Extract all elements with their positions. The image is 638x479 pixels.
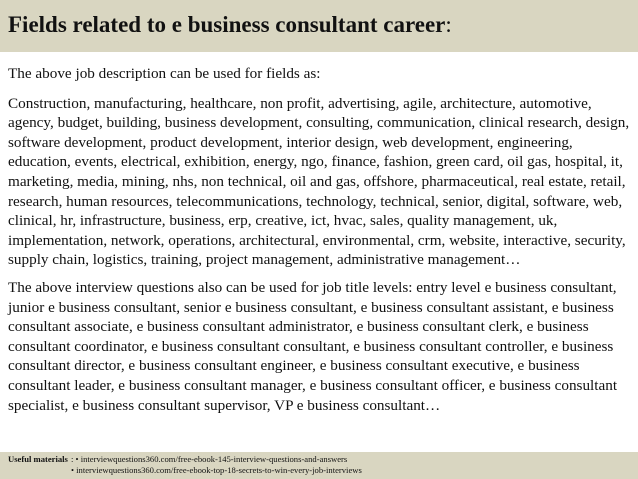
- footer-row-2: [8, 465, 638, 476]
- levels-paragraph: The above interview questions also can be used for job title levels: entry level e business consultant, junior e business consultant, senior e business consultant, e business consultant assistant, e business consultant associate, e business consultant administrator, e business consultant clerk, e business consultant coordinator, e business consultant consultant, e business consultant controller, e business consultant director, e business consultant engineer, e business consultant executive, e business consultant leader, e business consultant manager, e business consultant officer, e business consultant specialist, e business consultant supervisor, VP e business consultant…: [8, 278, 618, 414]
- footer-label: Useful materials: [8, 454, 68, 464]
- fields-paragraph: Construction, manufacturing, healthcare, non profit, advertising, agile, architecture, automotive, agency, budget, building, business development, consulting, communication, clinical research, design, software development, product development, interior design, web development, engineering, education, events, electrical, exhibition, energy, ngo, finance, fashion, green card, oil gas, hospital, it, marketing, media, mining, nhs, non technical, oil and gas, offshore, pharmaceutical, real estate, retail, research, human resources, telecommunications, technology, technical, senior, digital, software, web, clinical, hr, infrastructure, business, erp, creative, ict, hvac, sales, quality management, uk, implementation, network, operations, architectural, environmental, crm, website, interactive, security, supply chain, logistics, training, project management, administrative management…: [8, 94, 630, 269]
- footer-bar: [0, 452, 638, 479]
- main-content: [8, 64, 633, 423]
- footer-link-2[interactable]: • interviewquestions360.com/free-ebook-top-18-secrets-to-win-every-job-interviews: [71, 465, 362, 475]
- intro-text: The above job description can be used for fields as:: [8, 65, 321, 82]
- title-colon: :: [445, 12, 452, 37]
- footer-row-1: [8, 454, 638, 465]
- page-title: Fields related to e business consultant career: [8, 12, 446, 37]
- title-bar: [0, 0, 638, 52]
- footer-link-1[interactable]: : • interviewquestions360.com/free-ebook-145-interview-questions-and-answers: [71, 454, 348, 464]
